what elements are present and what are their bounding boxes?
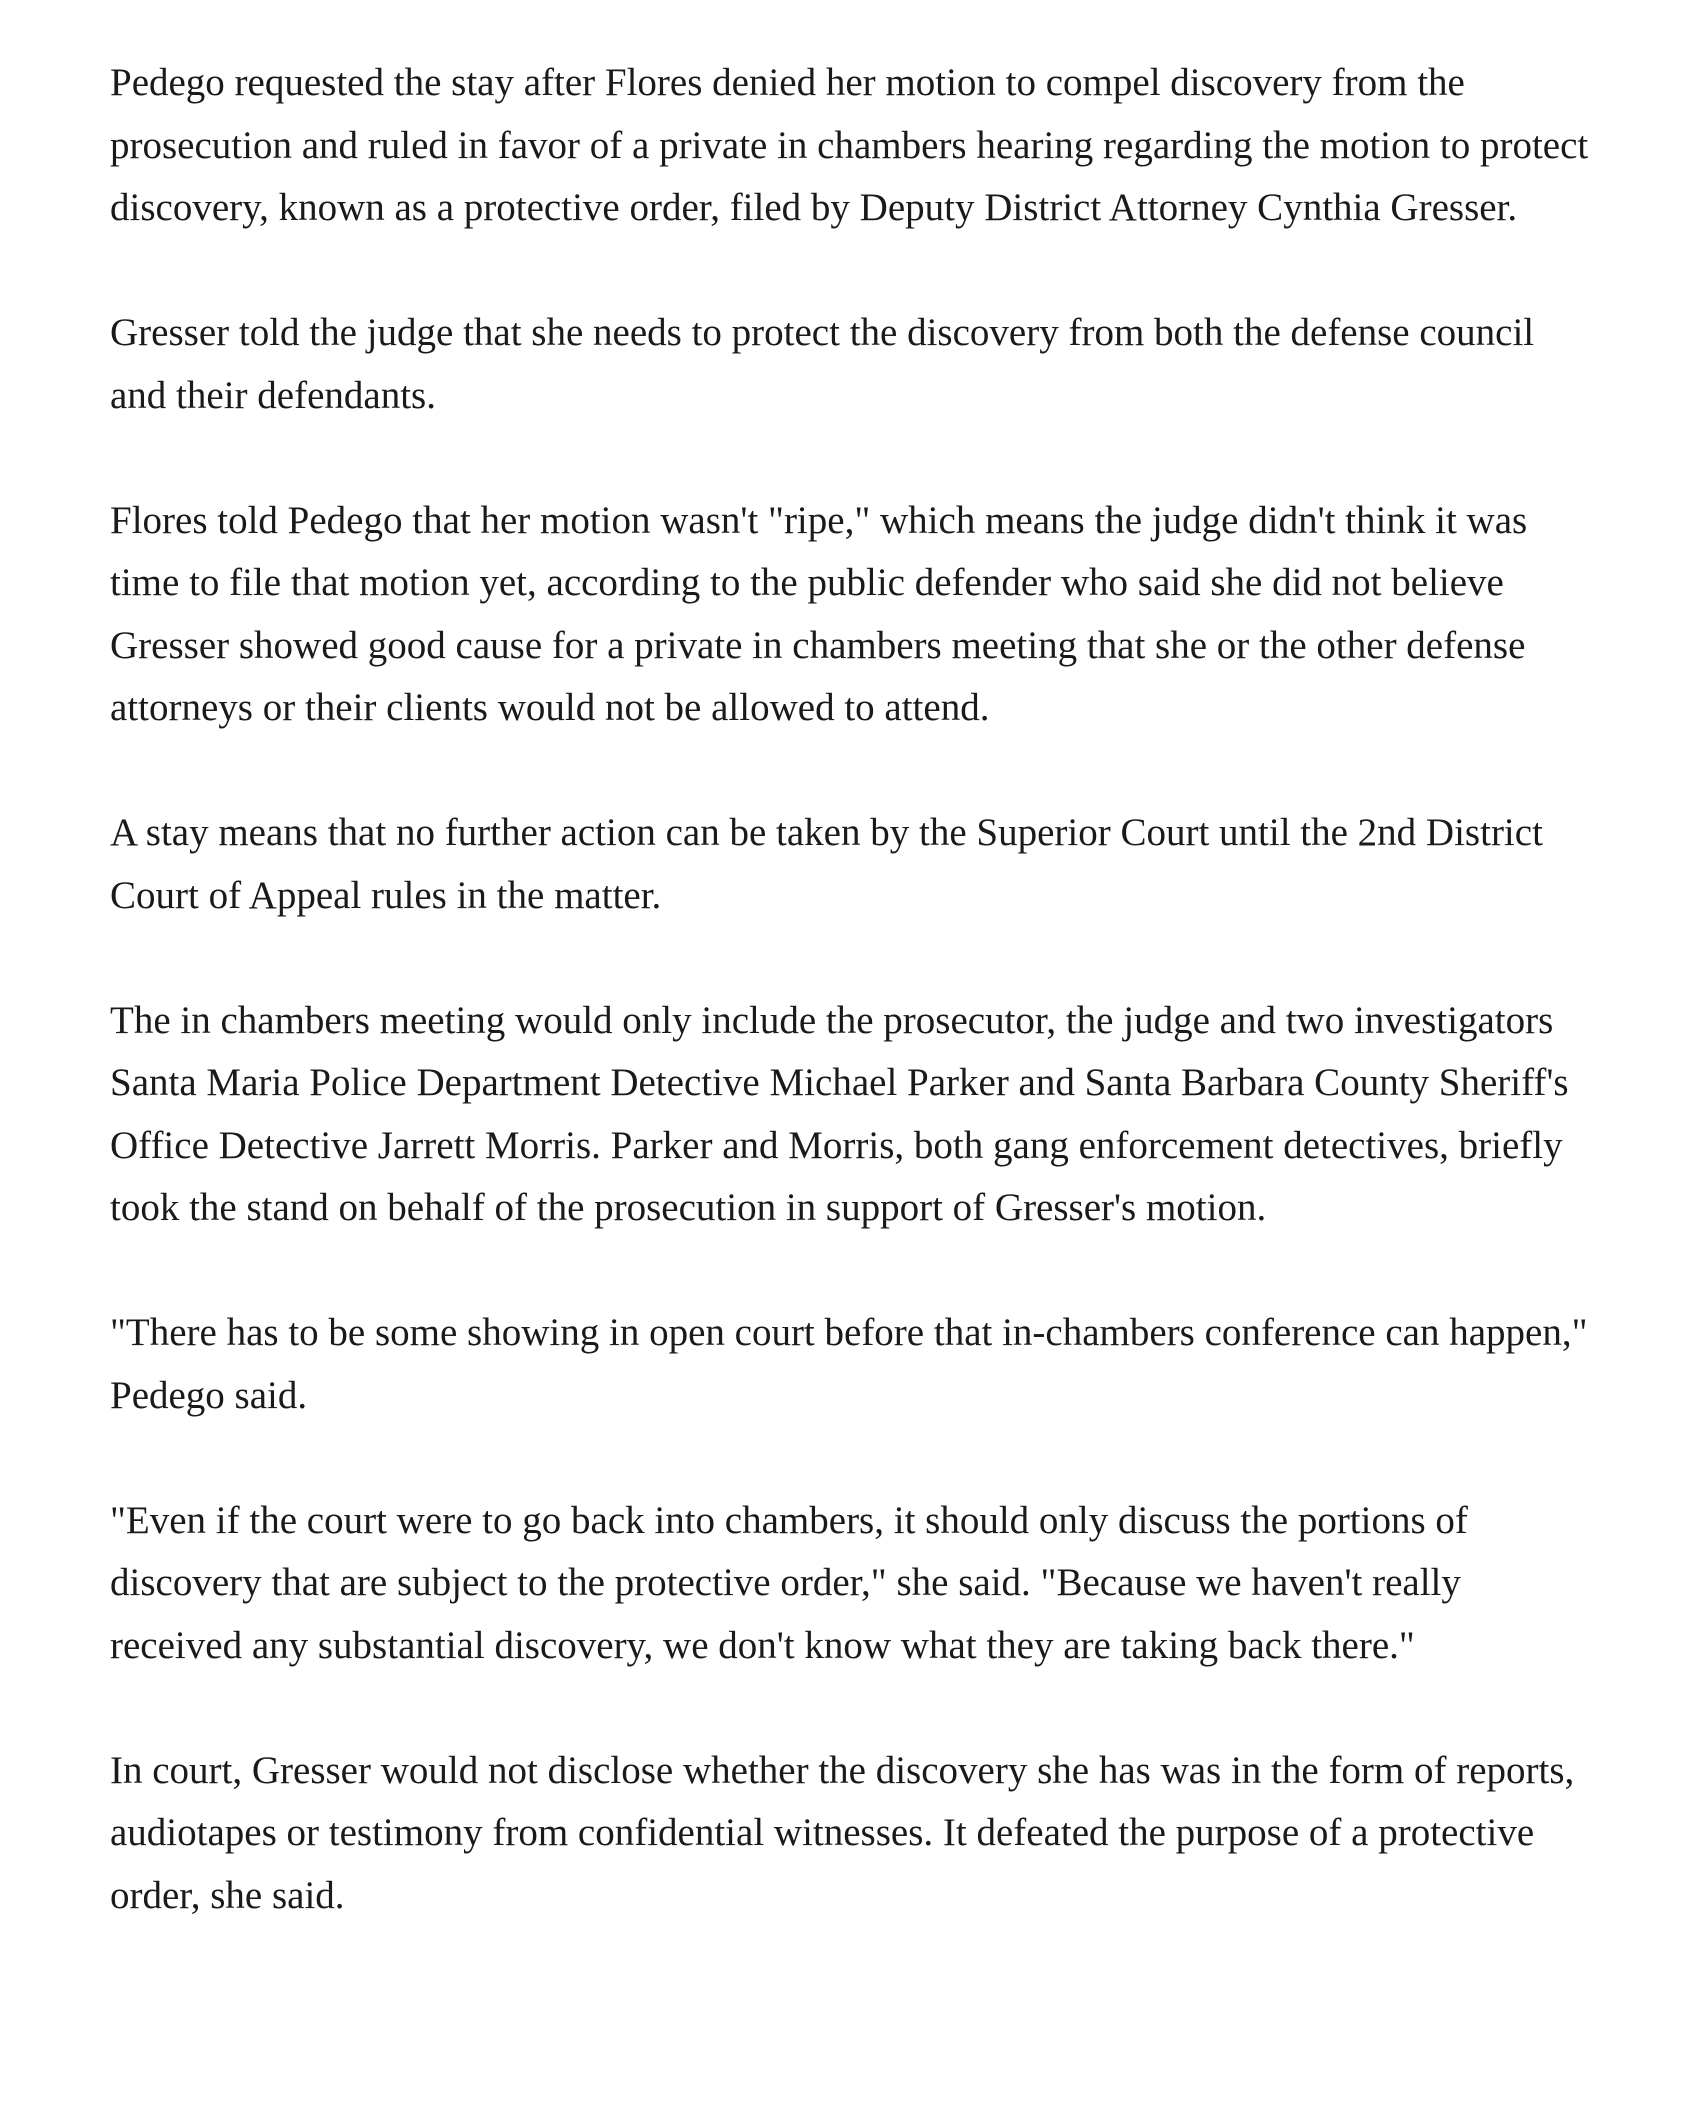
paragraph-4: A stay means that no further action can be taken by the Superior Court until the 2nd District Court of Appeal rules in the matter. [110,811,1543,917]
paragraph-6: "There has to be some showing in open court before that in-chambers conference can happen," Pedego said. [110,1311,1588,1417]
paragraph-1: Pedego requested the stay after Flores denied her motion to compel discovery from the prosecution and ruled in favor of a private in chambers hearing regarding the motion to protect discovery, known as a protective order, filed by Deputy District Attorney Cynthia Gresser. [110,61,1589,229]
paragraph-2: Gresser told the judge that she needs to protect the discovery from both the defense council and their defendants. [110,311,1535,417]
paragraph-3: Flores told Pedego that her motion wasn't "ripe," which means the judge didn't think it was time to file that motion yet, according to the public defender who said she did not believe Gresser showed good cause for a private in chambers meeting that she or the other defense attorneys or their clients would not be allowed to attend. [110,498,1528,729]
paragraph-5: The in chambers meeting would only include the prosecutor, the judge and two investigators Santa Maria Police Department Detective Michael Parker and Santa Barbara County Sheriff's Office Detective Jarrett Morris. Parker and Morris, both gang enforcement detectives, briefly took the stand on behalf of the prosecution in support of Gresser's motion. [110,998,1569,1229]
article-body [110,52,1590,1927]
paragraph-8: In court, Gresser would not disclose whether the discovery she has was in the form of reports, audiotapes or testimony from confidential witnesses. It defeated the purpose of a protective order, she said. [110,1748,1575,1917]
paragraph-7: "Even if the court were to go back into chambers, it should only discuss the portions of discovery that are subject to the protective order," she said. "Because we haven't really received any substantial discovery, we don't know what they are taking back there." [110,1498,1468,1667]
